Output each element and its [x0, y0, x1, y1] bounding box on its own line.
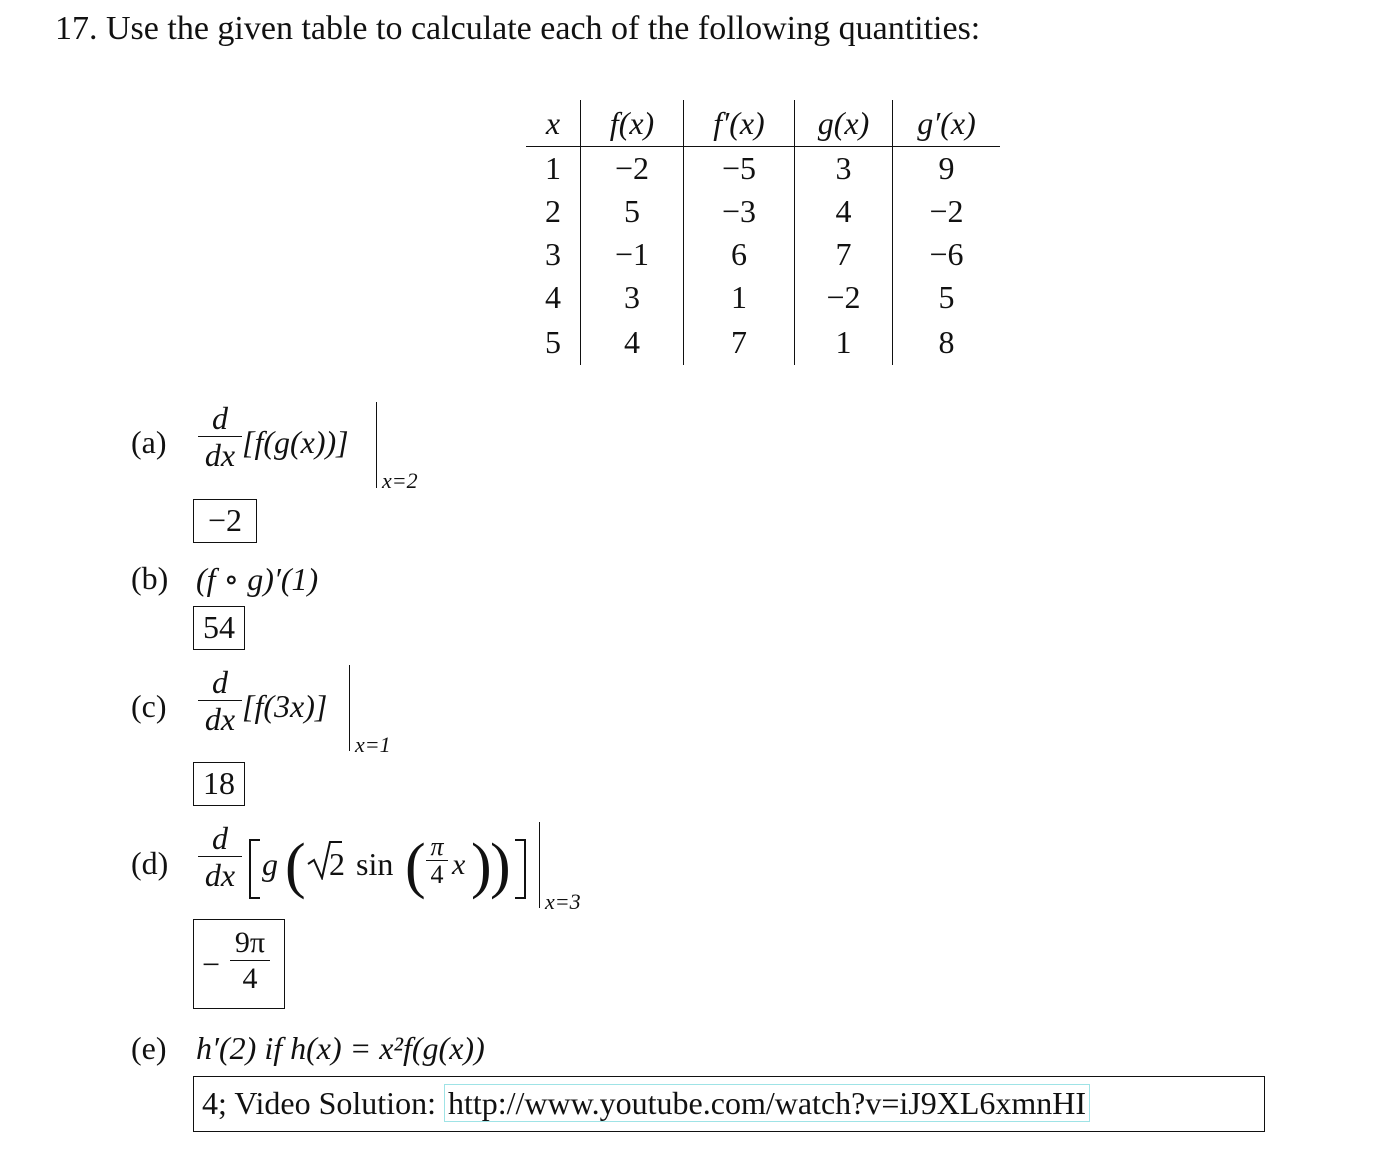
- part-b-answer: 54: [193, 606, 245, 650]
- derivative-denominator: dx: [204, 437, 236, 473]
- derivative-denominator: dx: [204, 857, 236, 893]
- table-cell: 3: [526, 233, 581, 276]
- answer-fraction: [230, 926, 270, 997]
- derivative-numerator: d: [212, 400, 228, 436]
- four-denominator: 4: [430, 860, 444, 889]
- left-bracket: [249, 839, 260, 899]
- part-c-answer: 18: [193, 762, 245, 806]
- right-bracket: [515, 839, 526, 899]
- answer-denominator: 4: [242, 962, 258, 995]
- part-c-derivative: [198, 664, 242, 737]
- part-d-pi-over-4: [426, 834, 448, 889]
- table-cell: 3: [795, 147, 893, 191]
- table-header-cell: x: [526, 100, 581, 147]
- part-d-function-g: g: [262, 846, 278, 882]
- table-cell: −2: [929, 193, 964, 229]
- problem-header: 17. Use the given table to calculate each of the following quantities:: [55, 10, 981, 47]
- table-header-cell: f(x): [581, 100, 684, 147]
- table-header-row: [526, 100, 1000, 147]
- table-cell: 6: [684, 233, 795, 276]
- table-cell: −1: [581, 233, 684, 276]
- part-a-derivative: [198, 400, 242, 473]
- table-cell: 8: [938, 323, 955, 360]
- right-paren-medium: ): [471, 832, 492, 900]
- part-e-label: (e): [131, 1030, 167, 1066]
- part-c-label: (c): [131, 688, 167, 724]
- part-d-sin: sin: [356, 846, 394, 882]
- derivative-denominator: dx: [204, 701, 236, 737]
- table-row: [526, 319, 1000, 365]
- table-cell: 9: [938, 150, 955, 186]
- part-d-evaluation-point: x=3: [545, 889, 581, 914]
- part-e-answer: [193, 1076, 1265, 1132]
- table-cell: 3: [581, 276, 684, 319]
- table-cell: 5: [581, 190, 684, 233]
- part-b-label: (b): [131, 560, 169, 596]
- table-cell: 4: [526, 276, 581, 319]
- table-cell: −2: [581, 147, 684, 191]
- part-e-expression: h′(2) if h(x) = x²f(g(x)): [196, 1030, 485, 1066]
- table-cell: 1: [684, 276, 795, 319]
- part-d-sqrt-radicand: 2: [329, 846, 345, 882]
- evaluation-bar: [349, 665, 350, 751]
- table-cell: 4: [795, 190, 893, 233]
- answer-sign: −: [202, 946, 221, 982]
- table-row: [526, 233, 1000, 276]
- evaluation-bar: [539, 822, 540, 908]
- table-cell: 2: [526, 190, 581, 233]
- part-a-expression: [f(g(x))]: [242, 424, 349, 460]
- table-cell: 1: [795, 319, 893, 365]
- table-cell: −6: [929, 236, 964, 272]
- pi-numerator: π: [430, 832, 444, 861]
- part-d-variable-x: x: [452, 848, 466, 881]
- table-row: [526, 190, 1000, 233]
- evaluation-bar: [376, 402, 377, 488]
- derivative-numerator: d: [212, 664, 228, 700]
- part-c-expression: [f(3x)]: [242, 688, 328, 724]
- left-paren-large: (: [285, 832, 306, 900]
- table-cell: 5: [526, 319, 581, 365]
- video-solution-link[interactable]: http://www.youtube.com/watch?v=iJ9XL6xmnHI: [444, 1084, 1090, 1122]
- part-a-evaluation-point: x=2: [382, 468, 418, 493]
- table-cell: −3: [684, 190, 795, 233]
- answer-numerator: 9π: [234, 926, 266, 959]
- left-paren-medium: (: [405, 832, 426, 900]
- table-row: [526, 147, 1000, 191]
- table-header-cell: g(x): [795, 100, 893, 147]
- table-cell: 7: [795, 233, 893, 276]
- part-d-label: (d): [131, 845, 169, 881]
- part-b-expression: (f ∘ g)′(1): [196, 561, 319, 597]
- part-d-derivative: [198, 820, 242, 893]
- derivative-numerator: d: [212, 820, 228, 856]
- table-cell: 5: [938, 279, 955, 315]
- part-a-answer: −2: [193, 499, 257, 543]
- table-cell: 4: [581, 319, 684, 365]
- part-c-evaluation-point: x=1: [355, 732, 391, 757]
- part-a-label: (a): [131, 424, 167, 460]
- values-table: [526, 100, 1000, 365]
- table-header-cell: f′(x): [684, 100, 795, 147]
- table-cell: 7: [684, 319, 795, 365]
- table-cell: 1: [526, 147, 581, 191]
- part-d-answer: [193, 919, 285, 1009]
- table-cell: −5: [684, 147, 795, 191]
- answer-prefix: 4; Video Solution:: [202, 1085, 436, 1121]
- table-row: [526, 276, 1000, 319]
- table-header-cell: g′(x): [893, 100, 1001, 147]
- table-cell: −2: [795, 276, 893, 319]
- right-paren-large: ): [490, 832, 511, 900]
